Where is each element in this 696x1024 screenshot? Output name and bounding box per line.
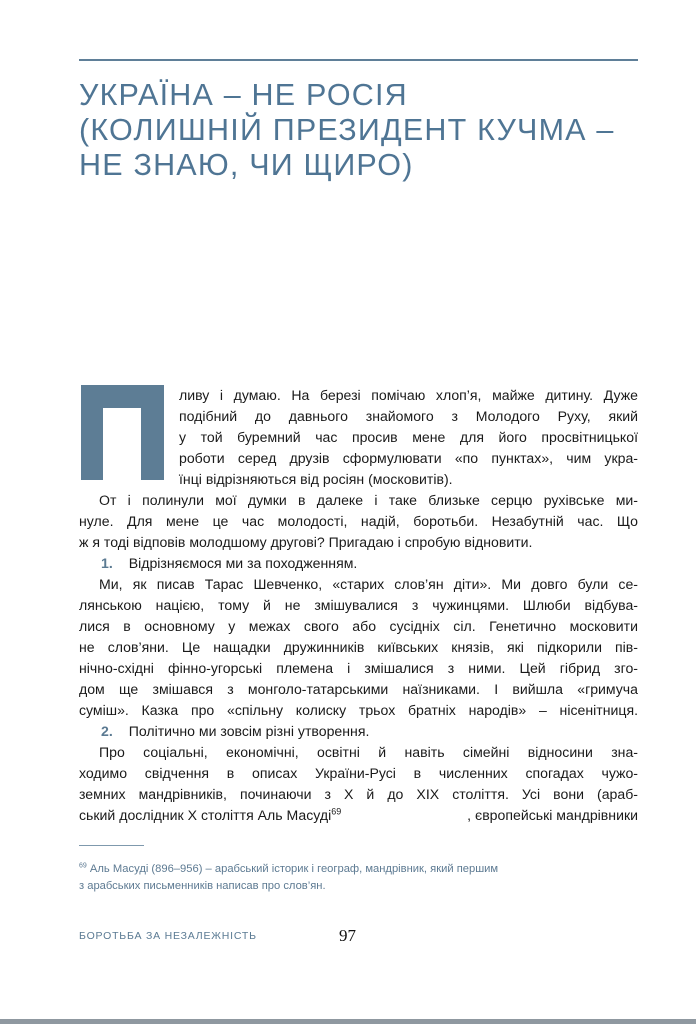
point-number: 2.	[101, 723, 113, 739]
paragraph-line: суміш». Казка про «спільну колиску трьох братніх народів» – нісенітниця.	[79, 702, 638, 718]
intro-line: у той буремний час просив мене для його просвітницької	[179, 429, 638, 445]
dropcap-shape	[81, 385, 164, 480]
paragraph-line: От і полинули мої думки в далеке і таке близьке серцю рухівське ми-	[99, 492, 638, 508]
paragraph-line: Ми, як писав Тарас Шевченко, «старих слов’ян діти». Ми довго були се-	[99, 576, 638, 592]
paragraph-line: лянською нацією, тому й не змішувалися з чужинцями. Шлюби відбува-	[79, 597, 638, 613]
footnote-rule	[79, 845, 144, 846]
paragraph-line: нуле. Для мене це час молодості, надій, боротьби. Незабутній час. Що	[79, 513, 638, 529]
paragraph-line: лися в основному у межах свого або сусідніх сіл. Генетично московити	[79, 618, 638, 634]
numbered-point	[101, 721, 369, 742]
dropcap-letter	[81, 385, 164, 480]
footnote-ref[interactable]: 69	[331, 806, 342, 817]
top-rule	[79, 59, 638, 61]
paragraph-line: нічно-східні фінно-угорські племена і змішалися з ними. Цей гібрид зго-	[79, 660, 638, 676]
running-title: БОРОТЬБА ЗА НЕЗАЛЕЖНІСТЬ	[79, 930, 257, 942]
paragraph-line	[79, 805, 638, 826]
paragraph-text: , європейські мандрівники	[467, 807, 638, 823]
paragraph-line: дом ще змішався з монголо-татарськими наїзниками. І вийшла «гримуча	[79, 681, 638, 697]
bottom-edge	[0, 1019, 696, 1024]
chapter-title-line: НЕ ЗНАЮ, ЧИ ЩИРО)	[79, 148, 414, 182]
footnote-line: $^{69}$ Аль Масуді (896–956) – арабський історик і географ, мандрівник, який першим	[79, 862, 499, 875]
footnote-line: з арабських письменників написав про слов’ян.	[79, 880, 326, 892]
paragraph-text: ський дослідник X століття Аль Масуді$^{69}$	[79, 806, 342, 823]
paragraph-line: не слов’яни. Це нащадки дружинників київських князів, які підкорили пів-	[79, 639, 638, 655]
point-number: 1.	[101, 555, 113, 571]
chapter-title-line: (КОЛИШНІЙ ПРЕЗИДЕНТ КУЧМА –	[79, 113, 615, 147]
footnote-number: 69	[79, 862, 87, 870]
paragraph-line: Про соціальні, економічні, освітні й навіть сімейні відносини зна-	[99, 744, 638, 760]
page-number: 97	[339, 926, 356, 945]
point-text: Політично ми зовсім різні утворення.	[128, 723, 370, 739]
chapter-title-line: УКРАЇНА – НЕ РОСІЯ	[79, 78, 408, 112]
intro-line: подібний до давнього знайомого з Молодого Руху, який	[179, 408, 638, 424]
paragraph-line: ж я тоді відповів молодшому другові? Пригадаю і спробую відновити.	[79, 534, 533, 550]
intro-line: роботи серед друзів сформулювати «по пунктах», чим укра-	[179, 450, 638, 466]
paragraph-line: ходимо свідчення в описах України-Русі в численних спогадах чужо-	[79, 765, 638, 781]
numbered-point	[101, 553, 357, 574]
paragraph-line: земних мандрівників, починаючи з X й до XIX століття. Усі вони (араб-	[79, 786, 638, 802]
intro-line: їнці відрізняються від росіян (московитів).	[179, 471, 453, 487]
chapter-title	[79, 78, 649, 183]
point-text: Відрізняємося ми за походженням.	[128, 555, 358, 571]
intro-line: ливу і думаю. На березі помічаю хлоп’я, майже дитину. Дуже	[179, 387, 638, 403]
